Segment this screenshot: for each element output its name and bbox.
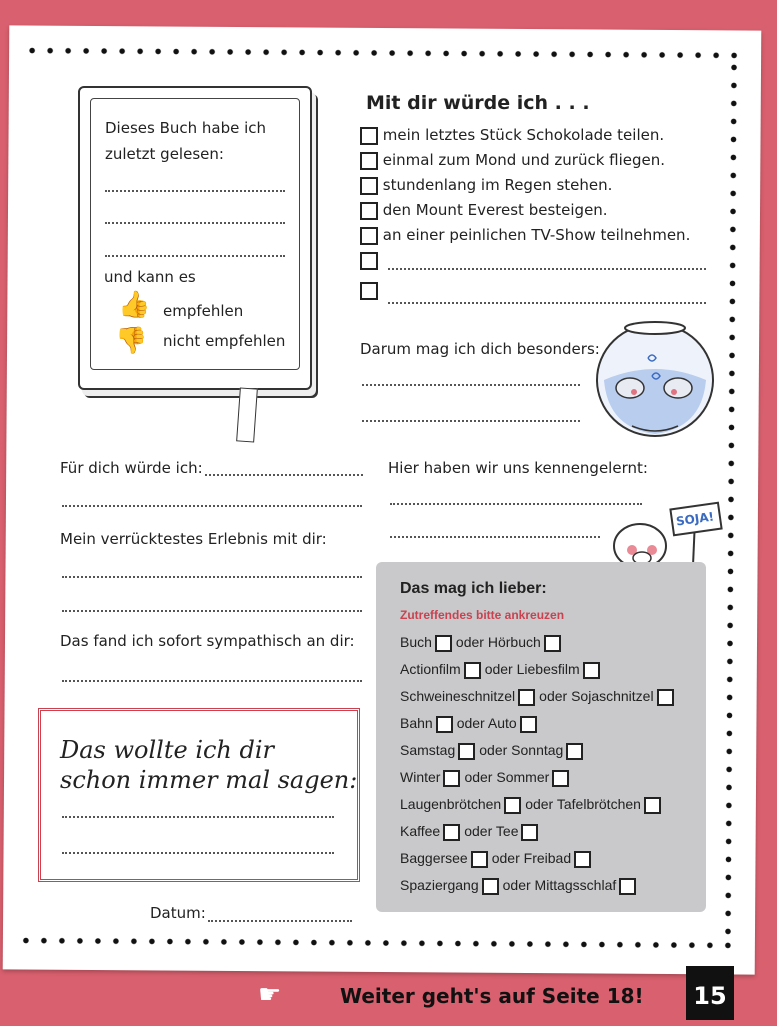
- sympathisch-label: Das fand ich sofort sympathisch an dir:: [60, 632, 355, 650]
- pref-row: Schweineschnitzel oder Sojaschnitzel: [400, 688, 678, 706]
- sympathisch-line[interactable]: [62, 680, 362, 682]
- darum-label: Darum mag ich dich besonders:: [360, 340, 600, 358]
- datum-label: Datum:: [150, 904, 206, 922]
- mit-dir-item-5[interactable]: an einer peinlichen TV-Show teilnehmen.: [360, 226, 690, 245]
- fishbowl-illustration: [592, 318, 718, 442]
- dotted-border-right: [725, 58, 737, 938]
- checkbox[interactable]: [443, 770, 460, 787]
- not-recommend-label: nicht empfehlen: [163, 332, 286, 350]
- fuer-dich-line-2[interactable]: [62, 505, 362, 507]
- dotted-border-top: [23, 47, 745, 58]
- prefs-title: Das mag ich lieber:: [400, 580, 547, 597]
- checkbox[interactable]: [464, 662, 481, 679]
- book-title-line-3[interactable]: [105, 255, 285, 257]
- erlebnis-label: Mein verrücktestes Erlebnis mit dir:: [60, 530, 327, 548]
- checkbox[interactable]: [521, 824, 538, 841]
- checkbox[interactable]: [360, 252, 378, 270]
- checkbox[interactable]: [583, 662, 600, 679]
- book-und: und kann es: [104, 268, 196, 286]
- pref-row: Winter oder Sommer: [400, 769, 573, 787]
- book-title-line-2[interactable]: [105, 222, 285, 224]
- mit-dir-item-3[interactable]: stundenlang im Regen stehen.: [360, 176, 612, 195]
- book-intro2: zuletzt gelesen:: [105, 145, 224, 163]
- checkbox[interactable]: [360, 177, 378, 195]
- checkbox[interactable]: [518, 689, 535, 706]
- pref-row: Buch oder Hörbuch: [400, 634, 565, 652]
- darum-line-1[interactable]: [362, 384, 580, 386]
- checkbox[interactable]: [566, 743, 583, 760]
- pref-row: Bahn oder Auto: [400, 715, 541, 733]
- checkbox[interactable]: [360, 282, 378, 300]
- checkbox[interactable]: [619, 878, 636, 895]
- message-heading: Das wollte ich dir schon immer mal sagen:: [60, 736, 358, 794]
- pref-row: Spaziergang oder Mittagsschlaf: [400, 877, 640, 895]
- pref-row: Kaffee oder Tee: [400, 823, 542, 841]
- checkbox[interactable]: [471, 851, 488, 868]
- checkbox[interactable]: [520, 716, 537, 733]
- pref-row: Actionfilm oder Liebesfilm: [400, 661, 604, 679]
- kennengelernt-label: Hier haben wir uns kennengelernt:: [388, 459, 648, 477]
- checkbox[interactable]: [360, 127, 378, 145]
- message-line-1[interactable]: [62, 816, 334, 818]
- prefs-subtitle: Zutreffendes bitte ankreuzen: [400, 608, 565, 622]
- recommend-label: empfehlen: [163, 302, 244, 320]
- book-title-line-1[interactable]: [105, 190, 285, 192]
- page-number: 15: [686, 966, 734, 1020]
- pref-row: Samstag oder Sonntag: [400, 742, 587, 760]
- message-line-2[interactable]: [62, 852, 334, 854]
- erlebnis-line-2[interactable]: [62, 610, 362, 612]
- checkbox[interactable]: [482, 878, 499, 895]
- dotted-border-bottom: [17, 937, 739, 948]
- mit-dir-title: Mit dir würde ich . . .: [366, 92, 590, 114]
- mit-dir-item-2[interactable]: einmal zum Mond und zurück fliegen.: [360, 151, 665, 170]
- checkbox[interactable]: [436, 716, 453, 733]
- mit-dir-item-4[interactable]: den Mount Everest besteigen.: [360, 201, 608, 220]
- checkbox[interactable]: [435, 635, 452, 652]
- checkbox[interactable]: [360, 202, 378, 220]
- bookmark-ribbon: [236, 387, 258, 442]
- checkbox[interactable]: [644, 797, 661, 814]
- mit-dir-item-1[interactable]: mein letztes Stück Schokolade teilen.: [360, 126, 664, 145]
- thumbs-up-icon[interactable]: 👍: [118, 290, 151, 320]
- checkbox[interactable]: [360, 152, 378, 170]
- mit-dir-custom-line-1[interactable]: [388, 268, 706, 270]
- checkbox[interactable]: [443, 824, 460, 841]
- erlebnis-line-1[interactable]: [62, 576, 362, 578]
- datum-line[interactable]: [208, 920, 352, 922]
- pointing-hand-icon: ☛: [258, 980, 282, 1010]
- fuer-dich-line-1[interactable]: [205, 474, 363, 476]
- pref-row: Baggersee oder Freibad: [400, 850, 595, 868]
- book-intro: Dieses Buch habe ich: [105, 119, 267, 137]
- pref-row: Laugenbrötchen oder Tafelbrötchen: [400, 796, 665, 814]
- thumbs-down-icon[interactable]: 👎: [115, 326, 148, 356]
- checkbox[interactable]: [504, 797, 521, 814]
- checkbox[interactable]: [574, 851, 591, 868]
- checkbox[interactable]: [552, 770, 569, 787]
- checkbox[interactable]: [657, 689, 674, 706]
- footer-text: Weiter geht's auf Seite 18!: [340, 984, 644, 1008]
- darum-line-2[interactable]: [362, 420, 580, 422]
- fuer-dich-label: Für dich würde ich:: [60, 459, 203, 477]
- kennengelernt-line-2[interactable]: [390, 536, 600, 538]
- mit-dir-custom-line-2[interactable]: [388, 302, 706, 304]
- mit-dir-item-7[interactable]: [360, 281, 378, 300]
- checkbox[interactable]: [544, 635, 561, 652]
- checkbox[interactable]: [458, 743, 475, 760]
- pig-sign-text: SOJA!: [675, 509, 715, 529]
- checkbox[interactable]: [360, 227, 378, 245]
- mit-dir-item-6[interactable]: [360, 251, 378, 270]
